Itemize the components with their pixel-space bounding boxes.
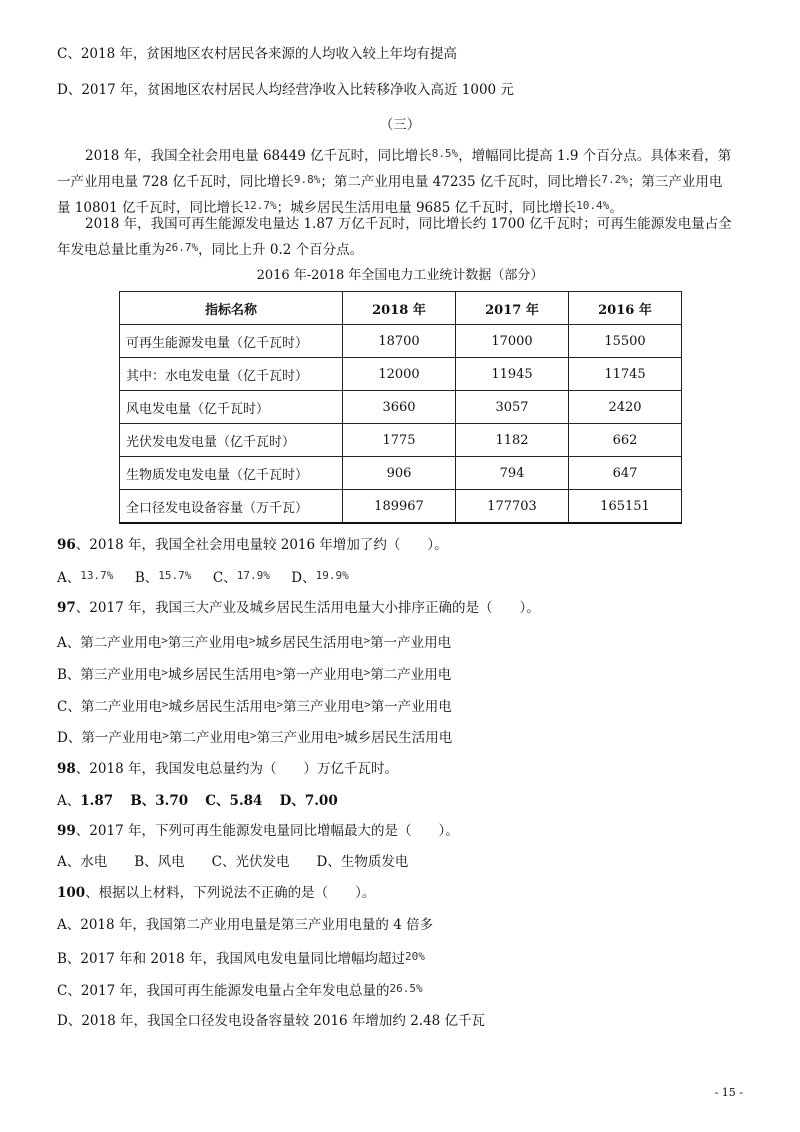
table-header-row: [120, 292, 682, 325]
header-cell: 2017 年: [456, 292, 569, 325]
option-value: 1.87: [80, 793, 114, 809]
option-d-prev: D、2017 年，贫困地区农村居民人均经营净收入比转移净收入高近 1000 元: [57, 82, 514, 98]
para1-text: ，增幅同比提高 1.9 个百分点。具体来看，第: [458, 148, 732, 164]
option-c[interactable]: [57, 979, 423, 1001]
option-b[interactable]: [57, 947, 425, 969]
question-96: [57, 535, 448, 555]
question-99-options[interactable]: A、水电 B、风电 C、光伏发电 D、生物质发电: [57, 854, 409, 870]
para1-text: ；第三产业用电: [627, 174, 723, 190]
para2-text: ，同比上升 0.2 个百分点。: [198, 242, 364, 258]
option-label: D、: [291, 570, 316, 586]
option-d[interactable]: [280, 793, 338, 809]
question-text: 、根据以上材料，下列说法不正确的是（ ）。: [85, 885, 376, 901]
option-value: 17.9%: [236, 569, 270, 582]
pct-value: 8.5%: [431, 147, 459, 160]
rank-item: 第一产业用电: [282, 667, 364, 683]
question-number: 100: [57, 885, 86, 901]
rank-item: B、第三产业用电: [57, 667, 162, 683]
option-d[interactable]: [291, 570, 348, 586]
table-row: [120, 490, 682, 524]
option-label: C、: [205, 793, 230, 809]
table-caption: 2016 年-2018 年全国电力工业统计数据（部分）: [256, 268, 544, 283]
gt-sign: >: [337, 729, 345, 742]
table-row: [120, 358, 682, 391]
rank-item: 城乡居民生活用电: [255, 635, 364, 651]
pct-value: 7.2%: [601, 173, 628, 186]
table-cell: 1775: [343, 424, 456, 457]
option-value: 13.7%: [80, 569, 114, 582]
table-cell: 906: [343, 457, 456, 490]
gt-sign: >: [249, 729, 257, 742]
table-cell: 647: [569, 457, 682, 490]
para2-text: 2018 年，我国可再生能源发电量达 1.87 万亿千瓦时，同比增长约 1700 亿千瓦时；可再生能源发电量占全: [85, 216, 732, 232]
question-98: [57, 759, 398, 779]
para1-text: ；城乡居民生活用电量 9685 亿千瓦时，同比增长: [276, 200, 577, 216]
option-a[interactable]: [57, 631, 451, 653]
question-text: 、2018 年，我国发电总量约为（ ）万亿千瓦时。: [75, 761, 398, 777]
option-a[interactable]: A、2018 年，我国第二产业用电量是第三产业用电量的 4 倍多: [57, 917, 434, 933]
question-text: 、2018 年，我国全社会用电量较 2016 年增加了约（ ）。: [75, 537, 448, 553]
option-value: 5.84: [229, 793, 263, 809]
gt-sign: >: [248, 634, 256, 647]
rank-item: 第二产业用电: [370, 667, 452, 683]
option-a[interactable]: [57, 793, 113, 809]
option-c[interactable]: [213, 570, 270, 586]
question-text: 、2017 年，我国三大产业及城乡居民生活用电量大小排序正确的是（ ）。: [75, 600, 540, 616]
row-label: 全口径发电设备容量（万千瓦）: [120, 490, 343, 524]
question-number: 96: [57, 537, 76, 553]
option-c-prev: C、2018 年，贫困地区农村居民各来源的人均收入较上年均有提高: [57, 46, 457, 62]
option-text: B、2017 年和 2018 年，我国风电发电量同比增幅均超过: [57, 951, 406, 967]
table-cell: 18700: [343, 325, 456, 358]
section-title: （三）: [379, 117, 421, 133]
row-label: 其中：水电发电量（亿千瓦时）: [120, 358, 343, 391]
option-b[interactable]: [135, 570, 192, 586]
pct-value: 26.7%: [165, 241, 199, 254]
option-c[interactable]: [57, 695, 452, 717]
option-label: B、: [130, 793, 156, 809]
question-number: 97: [57, 600, 76, 616]
table-row: [120, 391, 682, 424]
gt-sign: >: [363, 634, 371, 647]
option-label: C、: [212, 570, 237, 586]
option-value: 19.9%: [315, 569, 349, 582]
option-label: B、: [134, 570, 159, 586]
para1-text: 。: [609, 200, 623, 216]
row-label: 可再生能源发电量（亿千瓦时）: [120, 325, 343, 358]
rank-item: C、第二产业用电: [57, 699, 162, 715]
gt-sign: >: [276, 666, 283, 679]
option-value: 7.00: [304, 793, 338, 809]
rank-item: 第三产业用电: [283, 699, 365, 715]
table-cell: 662: [569, 424, 682, 457]
rank-item: 城乡居民生活用电: [168, 667, 277, 683]
material-paragraph-2: [57, 213, 743, 262]
rank-item: A、第二产业用电: [57, 635, 162, 651]
option-d[interactable]: [57, 726, 452, 748]
question-number: 98: [57, 761, 76, 777]
option-text: C、2017 年，我国可再生能源发电量占全年发电总量的: [57, 983, 390, 999]
para1-text: 2018 年，我国全社会用电量 68449 亿千瓦时，同比增长: [85, 148, 432, 164]
option-value: 26.5%: [389, 982, 423, 995]
rank-item: 第二产业用电: [168, 730, 250, 746]
table-cell: 11745: [569, 358, 682, 391]
rank-item: 第三产业用电: [256, 730, 338, 746]
rank-item: 第一产业用电: [370, 635, 452, 651]
row-label: 光伏发电发电量（亿千瓦时）: [120, 424, 343, 457]
option-label: A、: [57, 570, 81, 586]
table-cell: 165151: [569, 490, 682, 524]
table-cell: 3660: [343, 391, 456, 424]
table-row: [120, 325, 682, 358]
table-cell: 1182: [456, 424, 569, 457]
question-100: [57, 883, 375, 903]
option-b[interactable]: [130, 793, 188, 809]
table-cell: 11945: [456, 358, 569, 391]
option-value: 20%: [405, 950, 425, 963]
rank-item: D、第一产业用电: [57, 730, 163, 746]
option-value: 3.70: [155, 793, 189, 809]
para2-text: 年发电总量比重为: [57, 242, 165, 258]
header-cell: 2018 年: [343, 292, 456, 325]
gt-sign: >: [161, 698, 169, 711]
rank-item: 城乡居民生活用电: [344, 730, 453, 746]
rank-item: 城乡居民生活用电: [168, 699, 277, 715]
table-cell: 794: [456, 457, 569, 490]
table-row: [120, 457, 682, 490]
row-label: 生物质发电发电量（亿千瓦时）: [120, 457, 343, 490]
header-cell: 2016 年: [569, 292, 682, 325]
gt-sign: >: [364, 698, 371, 711]
para1-text: 一产业用电量 728 亿千瓦时，同比增长: [57, 174, 294, 190]
question-text: 、2017 年，下列可再生能源发电量同比增幅最大的是（ ）。: [75, 823, 459, 839]
option-b[interactable]: [57, 663, 451, 685]
material-paragraph-1: [57, 142, 743, 220]
pct-value: 10.4%: [576, 199, 610, 212]
table-row: [120, 424, 682, 457]
rank-item: 第三产业用电: [167, 635, 249, 651]
pct-value: 12.7%: [243, 199, 277, 212]
electricity-stats-table: [119, 291, 682, 524]
para1-text: 量 10801 亿千瓦时，同比增长: [57, 200, 244, 216]
question-96-options: [57, 566, 349, 588]
option-c[interactable]: [205, 793, 262, 809]
question-98-options: [57, 791, 338, 811]
gt-sign: >: [161, 666, 169, 679]
option-label: D、: [279, 793, 305, 809]
question-number: 99: [57, 823, 76, 839]
gt-sign: >: [363, 666, 371, 679]
table-cell: 3057: [456, 391, 569, 424]
page-number: - 15 -: [714, 1086, 743, 1099]
question-97: [57, 598, 540, 618]
option-label: A、: [57, 793, 81, 809]
table-cell: 17000: [456, 325, 569, 358]
option-value: 15.7%: [158, 569, 192, 582]
para1-text: ；第二产业用电量 47235 亿千瓦时，同比增长: [320, 174, 602, 190]
table-cell: 177703: [456, 490, 569, 524]
table-cell: 15500: [569, 325, 682, 358]
table-cell: 189967: [343, 490, 456, 524]
gt-sign: >: [276, 698, 284, 711]
table-cell: 2420: [569, 391, 682, 424]
rank-item: 第一产业用电: [370, 699, 452, 715]
option-d[interactable]: D、2018 年，我国全口径发电设备容量较 2016 年增加约 2.48 亿千瓦: [57, 1013, 486, 1029]
gt-sign: >: [161, 634, 168, 647]
pct-value: 9.8%: [293, 173, 321, 186]
header-cell: 指标名称: [120, 292, 343, 325]
gt-sign: >: [162, 729, 169, 742]
option-a[interactable]: [57, 570, 113, 586]
row-label: 风电发电量（亿千瓦时）: [120, 391, 343, 424]
table-cell: 12000: [343, 358, 456, 391]
question-99: [57, 821, 459, 841]
